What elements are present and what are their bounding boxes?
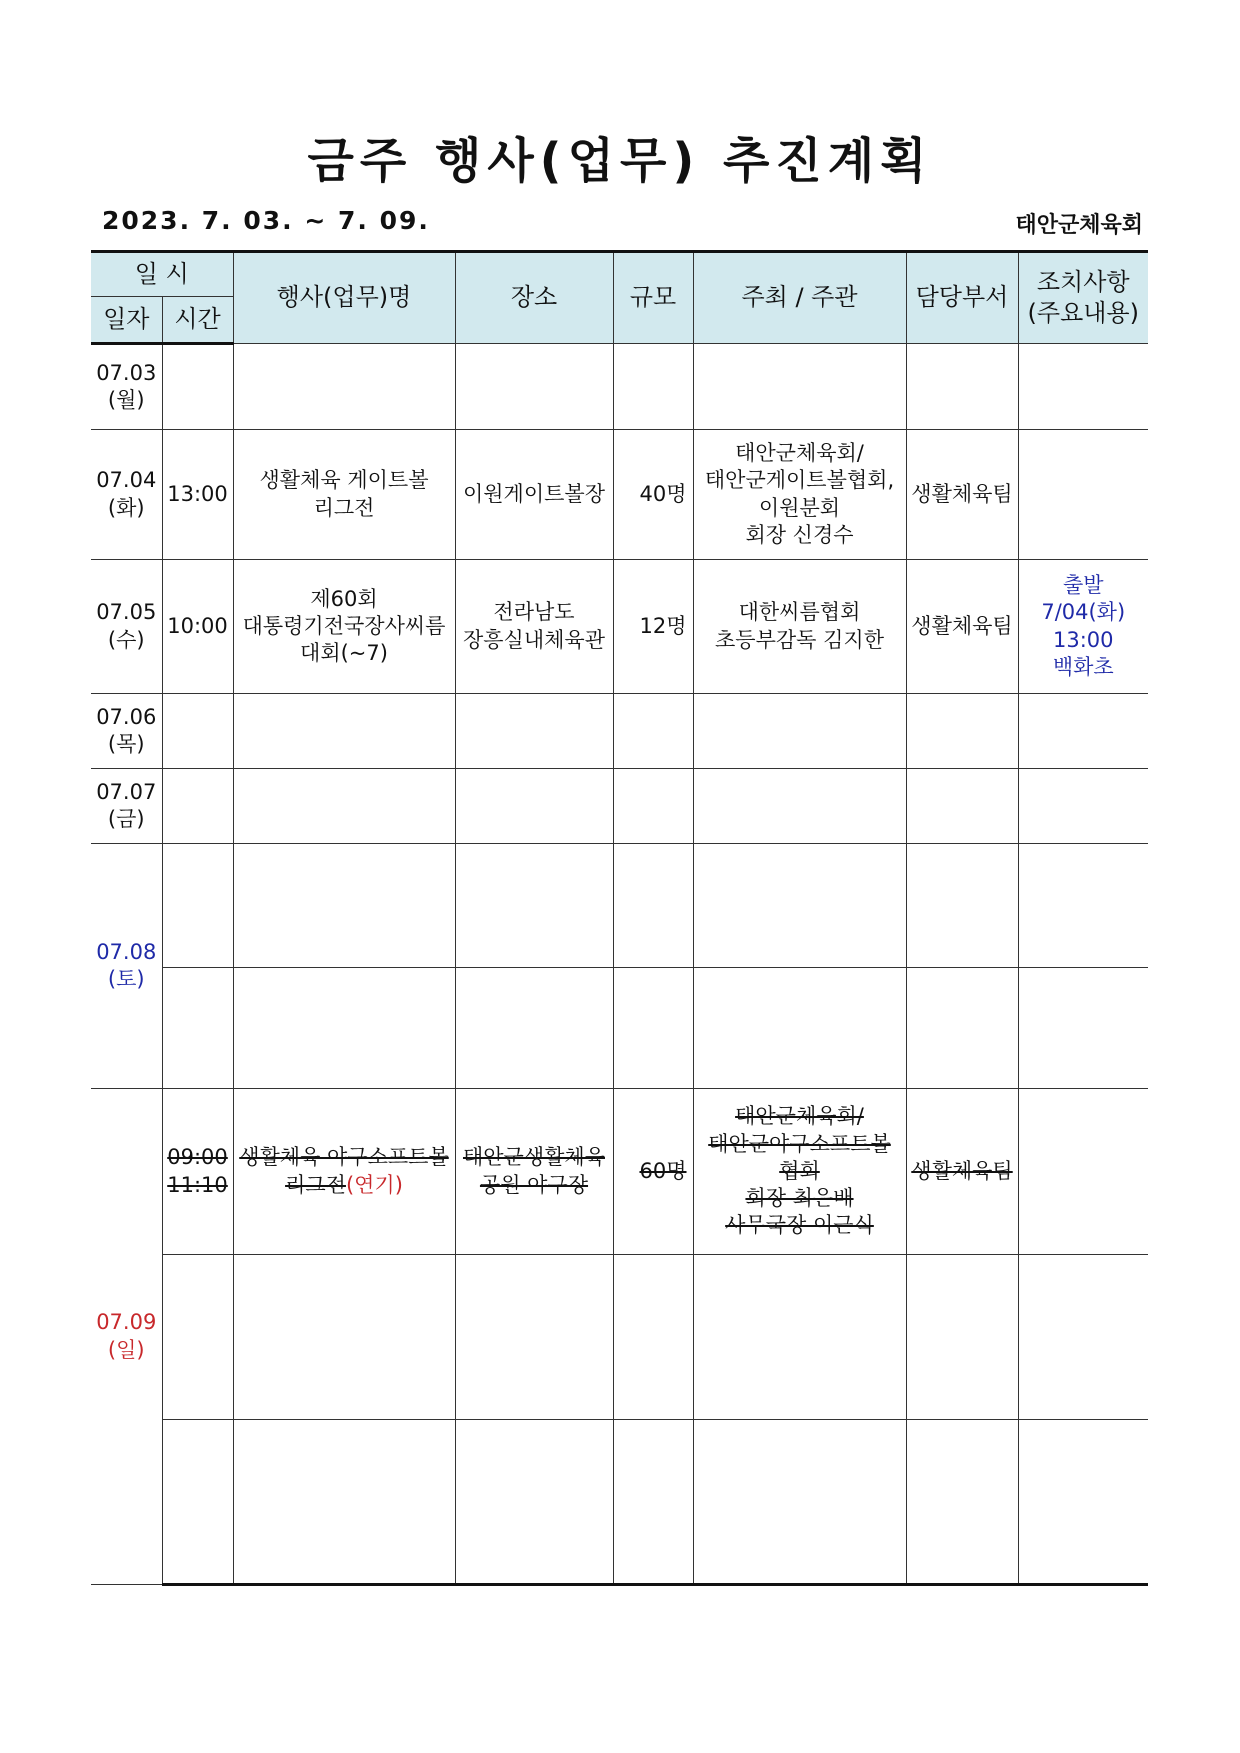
place-cell [455,1420,613,1585]
department-cell [906,844,1018,968]
header-action: 조치사항 (주요내용) [1018,252,1148,344]
event-cell [233,844,455,968]
time-cell [162,344,233,430]
date-cell: 07.08 (토) [91,844,162,1089]
table-row [91,1420,1148,1585]
event-cell [233,694,455,769]
event-cell [233,344,455,430]
table-row [91,560,1148,694]
table-row [91,344,1148,430]
action-cell [1018,1255,1148,1420]
date-cell: 07.06 (목) [91,694,162,769]
scale-cell [613,769,693,844]
time-cell: 10:00 [162,560,233,694]
header-place: 장소 [455,252,613,344]
host-cell [693,769,906,844]
time-cell: 09:00 11:10 [162,1089,233,1255]
action-cell [1018,344,1148,430]
time-cell [162,694,233,769]
place-cell [455,694,613,769]
place-cell [455,769,613,844]
table-row [91,844,1148,968]
header-scale: 규모 [613,252,693,344]
date-cell: 07.09 (일) [91,1089,162,1585]
header-time: 시간 [162,297,233,344]
department-cell [906,1255,1018,1420]
action-cell [1018,769,1148,844]
place-cell [455,344,613,430]
host-cell [693,1420,906,1585]
time-cell [162,1255,233,1420]
organization-name: 태안군체육회 [1015,213,1143,238]
place-cell: 이원게이트볼장 [455,430,613,560]
action-cell [1018,1420,1148,1585]
event-cell: 생활체육 야구소프트볼 리그전(연기) [233,1089,455,1255]
date-cell: 07.07 (금) [91,769,162,844]
department-cell: 생활체육팀 [906,560,1018,694]
scale-cell [613,1420,693,1585]
time-cell: 13:00 [162,430,233,560]
table-row [91,430,1148,560]
department-cell [906,344,1018,430]
department-cell [906,968,1018,1089]
host-cell: 태안군체육회/ 태안군야구소프트볼 협회 회장 최은배 사무국장 이근식 [693,1089,906,1255]
host-cell [693,694,906,769]
department-cell [906,694,1018,769]
department-cell [906,769,1018,844]
action-cell [1018,430,1148,560]
action-cell [1018,968,1148,1089]
header-host: 주최 / 주관 [693,252,906,344]
scale-cell: 60명 [613,1089,693,1255]
event-cell: 제60회 대통령기전국장사씨름 대회(~7) [233,560,455,694]
department-cell: 생활체육팀 [906,1089,1018,1255]
scale-cell: 40명 [613,430,693,560]
date-cell: 07.05 (수) [91,560,162,694]
department-cell: 생활체육팀 [906,430,1018,560]
host-cell: 대한씨름협회 초등부감독 김지한 [693,560,906,694]
postponed-label: (연기) [345,1172,403,1197]
period-range: 2023. 7. 03. ~ 7. 09. [102,206,430,235]
header-date: 일자 [91,297,162,344]
place-cell: 전라남도 장흥실내체육관 [455,560,613,694]
action-cell: 출발 7/04(화) 13:00 백화초 [1018,560,1148,694]
host-cell [693,344,906,430]
date-cell: 07.04 (화) [91,430,162,560]
header-schedule-group: 일 시 [91,252,233,297]
event-cell: 생활체육 게이트볼 리그전 [233,430,455,560]
event-cell [233,1255,455,1420]
action-cell [1018,694,1148,769]
host-cell [693,968,906,1089]
place-cell [455,844,613,968]
scale-cell [613,1255,693,1420]
table-row [91,968,1148,1089]
host-cell [693,1255,906,1420]
scale-cell [613,344,693,430]
time-cell [162,1420,233,1585]
scale-cell: 12명 [613,560,693,694]
table-row [91,694,1148,769]
header-department: 담당부서 [906,252,1018,344]
event-cell [233,1420,455,1585]
department-cell [906,1420,1018,1585]
host-cell [693,844,906,968]
time-cell [162,968,233,1089]
schedule-table [91,250,1148,1586]
place-cell [455,1255,613,1420]
event-cell [233,968,455,1089]
date-cell: 07.03 (월) [91,344,162,430]
action-cell [1018,844,1148,968]
scale-cell [613,694,693,769]
table-row [91,1089,1148,1255]
action-cell [1018,1089,1148,1255]
scale-cell [613,968,693,1089]
time-cell [162,844,233,968]
table-row [91,769,1148,844]
page-title: 금주 행사(업무) 추진계획 [307,133,933,189]
scale-cell [613,844,693,968]
host-cell: 태안군체육회/ 태안군게이트볼협회, 이원분회 회장 신경수 [693,430,906,560]
place-cell [455,968,613,1089]
table-row [91,1255,1148,1420]
time-cell [162,769,233,844]
header-event: 행사(업무)명 [233,252,455,344]
event-cell [233,769,455,844]
place-cell: 태안군생활체육 공원 야구장 [455,1089,613,1255]
